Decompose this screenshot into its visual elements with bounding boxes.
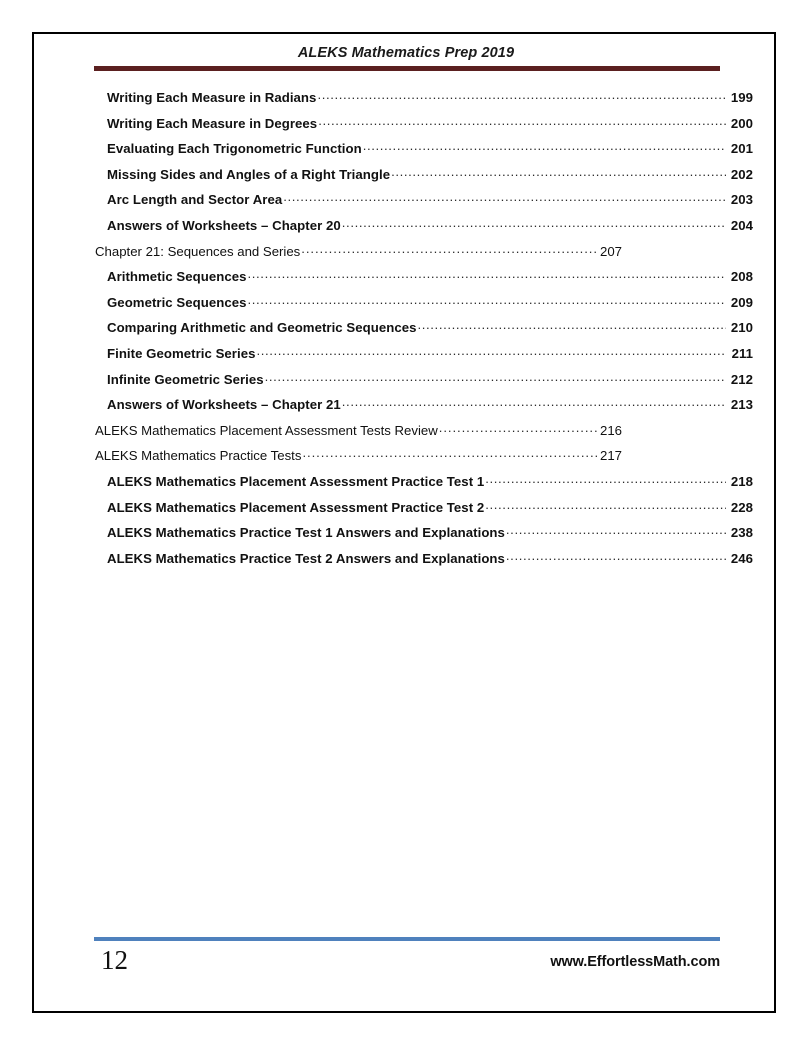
toc-entry-label: Arc Length and Sector Area bbox=[107, 192, 283, 208]
toc-entry-label: Comparing Arithmetic and Geometric Sequences bbox=[107, 320, 417, 336]
toc-entry-page-number: 238 bbox=[730, 525, 753, 541]
toc-entry-label: ALEKS Mathematics Placement Assessment Tests Review bbox=[95, 422, 438, 438]
toc-leader-dots bbox=[256, 342, 726, 358]
toc-entry[interactable] bbox=[34, 470, 776, 496]
toc-leader-dots bbox=[318, 112, 726, 128]
toc-entry[interactable] bbox=[34, 240, 776, 266]
toc-entry-page-number: 228 bbox=[730, 499, 753, 515]
table-of-contents bbox=[34, 86, 776, 572]
toc-entry-page-number: 211 bbox=[731, 345, 753, 361]
toc-entry[interactable] bbox=[34, 444, 776, 470]
toc-entry-page-number: 218 bbox=[730, 473, 753, 489]
toc-entry-label: ALEKS Mathematics Placement Assessment Practice Test 1 bbox=[107, 473, 485, 489]
toc-leader-dots bbox=[506, 547, 726, 563]
footer-website-url: www.EffortlessMath.com bbox=[550, 954, 720, 970]
toc-entry-label: Answers of Worksheets – Chapter 20 bbox=[107, 217, 341, 233]
toc-entry-label: ALEKS Mathematics Practice Test 2 Answers and Explanations bbox=[107, 550, 505, 566]
toc-leader-dots bbox=[265, 368, 726, 384]
toc-leader-dots bbox=[301, 240, 599, 256]
toc-leader-dots bbox=[391, 163, 726, 179]
footer-page-number: 12 bbox=[101, 945, 128, 975]
toc-entry[interactable] bbox=[34, 112, 776, 138]
toc-leader-dots bbox=[248, 265, 726, 281]
toc-entry[interactable] bbox=[34, 291, 776, 317]
toc-entry[interactable] bbox=[34, 188, 776, 214]
toc-entry-label: ALEKS Mathematics Placement Assessment Practice Test 2 bbox=[107, 499, 485, 515]
toc-entry[interactable] bbox=[34, 316, 776, 342]
toc-entry[interactable] bbox=[34, 547, 776, 573]
toc-entry-label: Chapter 21: Sequences and Series bbox=[95, 243, 301, 259]
toc-leader-dots bbox=[418, 316, 727, 332]
toc-entry[interactable] bbox=[34, 393, 776, 419]
toc-entry-page-number: 203 bbox=[730, 192, 753, 208]
toc-leader-dots bbox=[439, 419, 599, 435]
toc-leader-dots bbox=[247, 291, 726, 307]
toc-entry-label: ALEKS Mathematics Practice Test 1 Answers and Explanations bbox=[107, 525, 505, 541]
toc-entry-page-number: 207 bbox=[599, 243, 622, 259]
running-header-title: ALEKS Mathematics Prep 2019 bbox=[297, 45, 515, 61]
toc-entry[interactable] bbox=[34, 163, 776, 189]
toc-entry[interactable] bbox=[34, 265, 776, 291]
page-sheet bbox=[32, 32, 776, 1013]
toc-entry[interactable] bbox=[34, 521, 776, 547]
toc-entry-page-number: 202 bbox=[730, 166, 753, 182]
toc-entry[interactable] bbox=[34, 496, 776, 522]
footer-divider-rule bbox=[94, 937, 720, 941]
toc-leader-dots bbox=[317, 86, 726, 102]
document-footer bbox=[34, 923, 776, 1011]
toc-entry-label: Writing Each Measure in Radians bbox=[107, 90, 317, 105]
toc-entry-page-number: 200 bbox=[730, 115, 753, 131]
toc-leader-dots bbox=[485, 470, 726, 486]
toc-entry-page-number: 204 bbox=[730, 217, 753, 233]
toc-entry-label: ALEKS Mathematics Practice Tests bbox=[95, 448, 302, 464]
document-header bbox=[34, 34, 776, 78]
toc-entry-page-number: 216 bbox=[599, 422, 622, 438]
toc-entry-page-number: 217 bbox=[599, 448, 622, 464]
toc-entry[interactable] bbox=[34, 368, 776, 394]
toc-leader-dots bbox=[506, 521, 726, 537]
toc-entry-page-number: 201 bbox=[730, 141, 753, 157]
toc-entry-label: Geometric Sequences bbox=[107, 294, 247, 310]
toc-leader-dots bbox=[363, 137, 726, 153]
toc-leader-dots bbox=[342, 393, 726, 409]
toc-entry-label: Evaluating Each Trigonometric Function bbox=[107, 141, 362, 157]
toc-entry-page-number: 199 bbox=[730, 90, 753, 105]
toc-entry-page-number: 213 bbox=[730, 397, 753, 413]
toc-entry-page-number: 210 bbox=[730, 320, 753, 336]
toc-entry[interactable] bbox=[34, 86, 776, 112]
toc-entry-label: Answers of Worksheets – Chapter 21 bbox=[107, 397, 341, 413]
toc-entry-label: Missing Sides and Angles of a Right Triangle bbox=[107, 166, 391, 182]
toc-entry-page-number: 246 bbox=[730, 550, 753, 566]
toc-entry-page-number: 208 bbox=[730, 269, 753, 285]
toc-leader-dots bbox=[342, 214, 726, 230]
toc-leader-dots bbox=[485, 496, 726, 512]
header-divider-rule bbox=[94, 66, 720, 71]
toc-entry[interactable] bbox=[34, 137, 776, 163]
toc-leader-dots bbox=[302, 444, 599, 460]
toc-entry[interactable] bbox=[34, 342, 776, 368]
toc-entry[interactable] bbox=[34, 419, 776, 445]
toc-leader-dots bbox=[283, 188, 726, 204]
toc-entry-label: Arithmetic Sequences bbox=[107, 269, 247, 285]
toc-entry[interactable] bbox=[34, 214, 776, 240]
toc-entry-page-number: 212 bbox=[730, 371, 753, 387]
toc-entry-label: Infinite Geometric Series bbox=[107, 371, 264, 387]
toc-entry-label: Writing Each Measure in Degrees bbox=[107, 115, 318, 131]
toc-entry-page-number: 209 bbox=[730, 294, 753, 310]
toc-entry-label: Finite Geometric Series bbox=[107, 345, 256, 361]
